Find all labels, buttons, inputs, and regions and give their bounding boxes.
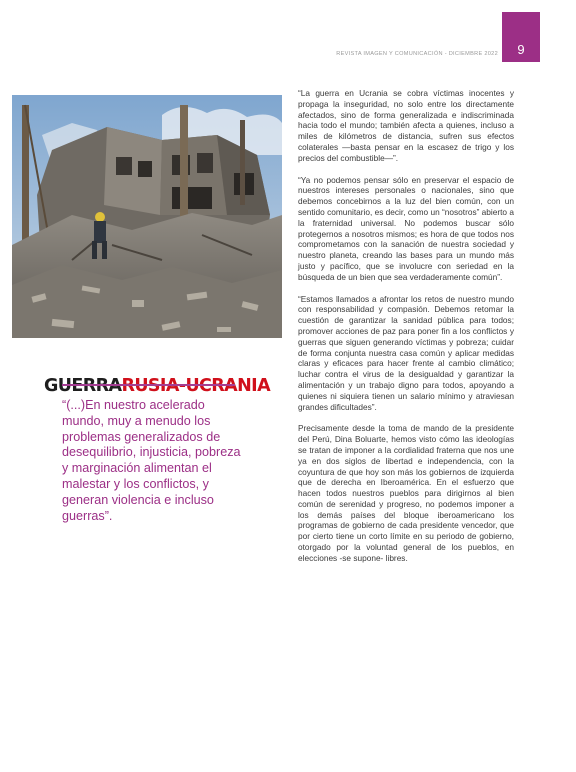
body-paragraph: “Ya no podemos pensar sólo en preservar el espacio de nuestros intereses personales o nacionales, sino que debemos concebirnos a la luz del bien común, con un sentido comunitario, es decir, como un “nosotros” abierto a la fraternidad universal. No podemos buscar sólo protegernos a nosotros mismos; es hora de que todos nos comprometamos con la sanación de nuestra sociedad y nuestro planeta, creando las bases para un mundo más justo y pacífico, que se involucre con seriedad en la búsqueda de un bien que sea verdaderamente común”.: [298, 174, 514, 282]
page-number: 9: [517, 42, 525, 57]
war-photo: [12, 95, 282, 396]
page-number-tab: [502, 12, 540, 62]
pull-quote: “(...)En nuestro acelerado mundo, muy a menudo los problemas generalizados de desequilibrio, injusticia, pobreza y marginación alimentan el malestar y los conflictos, y generan violencia e incluso guerras”.: [62, 398, 241, 523]
banner-text-guerra: GUERRA: [44, 376, 122, 396]
quote-divider: [62, 384, 235, 386]
banner-text-rusia-ucrania: RUSIA-UCRANIA: [121, 376, 271, 396]
photo-banner: [26, 372, 271, 400]
destroyed-building-illustration: [12, 95, 282, 338]
running-header: REVISTA IMAGEN Y COMUNICACIÓN - DICIEMBRE 2022: [336, 51, 498, 57]
body-paragraph: “Estamos llamados a afrontar los retos de nuestro mundo con responsabilidad y compasión. Debemos retomar la cuestión de garantizar la sanidad pública para todos; promover acciones de paz para poner fin a los conflictos y guerras que siguen generando víctimas y pobreza; cuidar de forma conjunta nuestra casa común y aplicar medidas claras y eficaces para hacer frente al cambio climático; luchar contra el virus de la desigualdad y garantizar la alimentación y un trabajo digno para todos, apoyando a quienes ni siquiera tienen un salario mínimo y atraviesan grandes dificultades”.: [298, 293, 514, 412]
body-paragraph: Precisamente desde la toma de mando de la presidente del Perú, Dina Boluarte, hemos visto cómo las ideologías se tratan de imponer a la cordialidad fraterna que nos une ya en dos siglos de libertad e independencia, con la coyuntura de que hoy son más los gobiernos de izquierda que de derecha en Iberoamérica. En el esfuerzo que hacen todos nuestros pueblos para dirigirnos al bien común de serenidad y progreso, no podemos imponer a los demás países del bloque iberoamericano los programas de gobierno de cada presidente vencedor, que por cierto tiene un corto límite en su periodo de gobierno, otorgado por la voluntad general de los pueblos, en elecciones -se supone- libres.: [298, 423, 514, 563]
body-text-column: [298, 88, 514, 575]
body-paragraph: “La guerra en Ucrania se cobra víctimas inocentes y propaga la inseguridad, no solo entre los directamente afectados, sino de forma generalizada e indiscriminada hacia todo el mundo; también afecta a quienes, incluso a miles de kilómetros de distancia, sufren sus efectos colaterales —basta pensar en la escasez de trigo y los precios del combustible—”.: [298, 88, 514, 163]
